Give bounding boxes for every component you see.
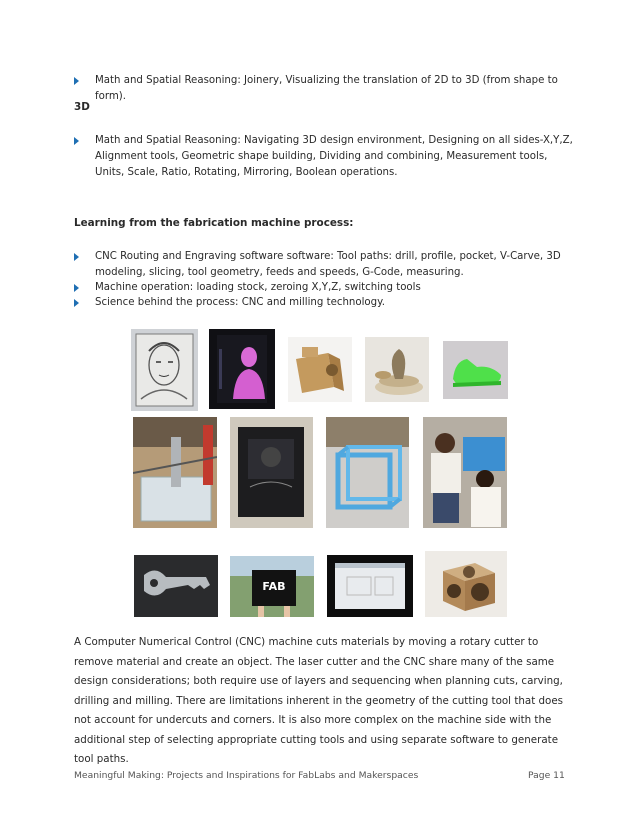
- bullet-arrow-icon: [74, 77, 79, 85]
- bullet-text: Math and Spatial Reasoning: Joinery, Visualizing the translation of 2D to 3D (from shape to form).: [95, 75, 558, 102]
- photo-wooden-camera: [288, 337, 352, 402]
- page-number: Page 11: [528, 770, 565, 781]
- footer-title: Meaningful Making: Projects and Inspirations for FabLabs and Makerspaces: [74, 770, 419, 781]
- section-heading-fabrication: Learning from the fabrication machine process:: [74, 217, 354, 229]
- photo-fab-sign: [230, 556, 314, 617]
- bullet-item: [74, 73, 574, 105]
- photo-3d-scan-figure: [209, 329, 275, 409]
- bullet-item: [74, 133, 574, 181]
- photo-kids-at-screen: [423, 417, 507, 528]
- body-paragraph: A Computer Numerical Control (CNC) machine cuts materials by moving a rotary cutter to remove material and create an object. The laser cutter and the CNC share many of the same design considerations; both require use of layers and sequencing when planning cuts, carving, drilling and milling. There are limitations inherent in the geometry of the cutting tool that does not account for undercuts and corners. It is also more complex on the machine side with the additional step of selecting appropriate cutting tools and using separate software to generate tool paths.: [74, 636, 564, 765]
- photo-3d-printer-open: [230, 417, 313, 528]
- bullet-text: Science behind the process: CNC and milling technology.: [95, 297, 385, 308]
- photo-blue-printed-frame: [326, 417, 409, 528]
- photo-cnc-router: [133, 417, 217, 528]
- bullet-item: [74, 280, 574, 296]
- photo-stacked-sculpture: [365, 337, 429, 402]
- bullet-arrow-icon: [74, 253, 79, 261]
- bullet-text: CNC Routing and Engraving software software: Tool paths: drill, profile, pocket, V-Carve, 3D modeling, slicing, tool geometry, feeds and speeds, G-Code, measuring.: [95, 251, 561, 278]
- bullet-arrow-icon: [74, 284, 79, 292]
- photo-engraved-portrait: [131, 329, 198, 411]
- svg-text:FAB: FAB: [262, 580, 286, 593]
- bullet-text: Machine operation: loading stock, zeroing X,Y,Z, switching tools: [95, 282, 421, 293]
- bullet-item: [74, 249, 574, 281]
- section-heading-3d: 3D: [74, 101, 90, 113]
- photo-software-screen: [327, 555, 413, 617]
- photo-gear-cube: [425, 551, 507, 617]
- photo-large-key: [134, 555, 218, 617]
- bullet-arrow-icon: [74, 137, 79, 145]
- bullet-text: Math and Spatial Reasoning: Navigating 3D design environment, Designing on all sides-X,Y,Z, Alignment tools, Geometric shape building, Dividing and combining, Measurement tools, Units, Scale, Ratio, Rotating, Mirroring, Boolean operations.: [95, 135, 573, 178]
- bullet-item: [74, 295, 574, 311]
- photo-green-shoe: [443, 341, 508, 399]
- bullet-arrow-icon: [74, 299, 79, 307]
